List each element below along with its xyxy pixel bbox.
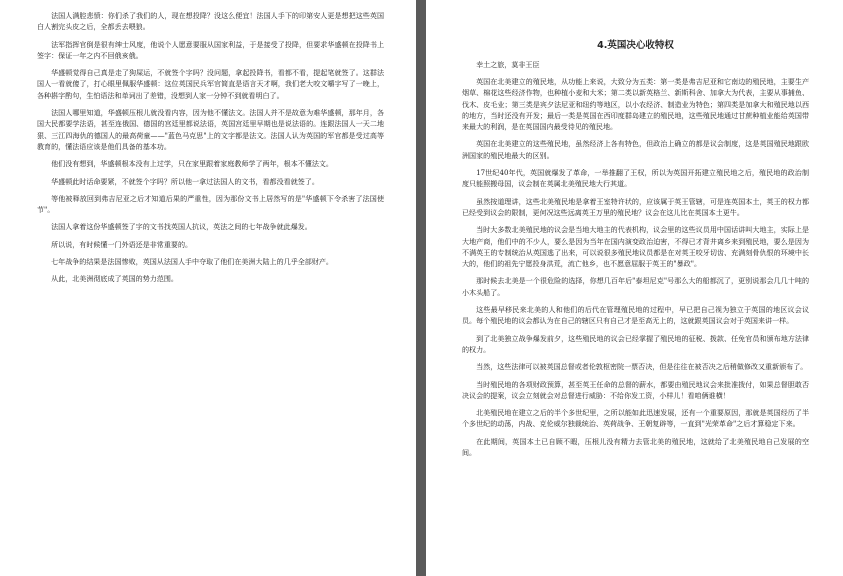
- left-paragraph-5: 他们没有想到，华盛顿根本没有上过学，只在家里跟着家庭教师学了两年，根本不懂法文。: [51, 159, 333, 169]
- right-paragraph-3: 17世纪40年代，英国就爆发了革命，一举推翻了王权，所以为英国开拓建立殖民地之后，殖民地的政治制度只能照搬母国，议会制在英属北美殖民地大行其道。: [462, 168, 809, 189]
- right-paragraph-9: 当然，这些法律可以被英国总督或者伦敦枢密院一票否决，但是往往在被否决之后稍做修改又重新颁布了。: [476, 362, 808, 372]
- left-paragraph-2: 法军指挥官倒是很有绅士风度，他说个人愿意要服从国家利益，于是接受了投降，但要求华盛顿在投降书上签字：保证一年之内不回俄亥俄。: [37, 39, 384, 60]
- right-paragraph-11: 北美殖民地在建立之后的半个多世纪里，之所以能如此迅速发展，还有一个重要原因，那就是英国经历了半个多世纪的动荡，内战、克伦威尔独裁统治、英荷战争、王朝复辟等，一直到"光荣革命"之后才算稳定下来。: [462, 408, 809, 429]
- left-paragraph-11: 从此，北美洲彻底成了英国的势力范围。: [51, 274, 178, 284]
- right-paragraph-10: 当时殖民地的各项财政预算，甚至英王任命的总督的薪水，都要由殖民地议会来批准拨付，如果总督胆敢否决议会的提案，议会立刻就会对总督进行威胁：不给你发工资，小样儿！看咱俩谁横！: [462, 379, 809, 400]
- left-paragraph-1: 法国人满腔悲愤：你们杀了我们的人，现在想投降？没这么便宜！法国人手下的印第安人更是想把这些英国白人割完头皮之后，全都丢去喂狼。: [37, 11, 384, 32]
- left-paragraph-9: 所以说，有时候懂一门外语还是非常重要的。: [51, 239, 193, 249]
- right-paragraph-1: 英国在北美建立的殖民地，从功能上来说，大致分为五类：第一类是弗吉尼亚和它南边的殖民地，主要生产烟草、棉花这些经济作物，也种植小麦和大米；第二类以新英格兰、新斯科舍、加拿大为代表，主要从事捕鱼、伐木、皮毛业；第三类是宾夕法尼亚和纽约等地区，以小农经济、制造业为特色；第四类是加拿大和殖民地以西的地方，当时还没有开发；最后一类是英国在西印度群岛建立的殖民地，这些殖民地通过甘蔗种植业能给英国带来最大的利润，是在英国国内最受待见的殖民地。: [462, 77, 809, 132]
- left-paragraph-4: 法国人哪里知道，华盛顿压根儿就没看内容，因为他不懂法文。法国人并不是故意为难华盛顿，那年月，各国大民都要学法语，甚至连俄国、德国的宫廷里都说法语，英国宫廷里早期也是说法语的。连跟法国人一天二地狠、三江四海仇的德国人的最高荷童——"蓝色马克思"上的文字都是法文。法国人认为英国的军官都是受过高等教育的，懂法语应该是他们具备的基本功。: [37, 108, 384, 151]
- right-paragraph-8: 到了北美独立战争爆发前夕，这些殖民地的议会已经掌握了殖民地的征税、拨款、任免官员和颁布地方法律的权力。: [462, 333, 809, 354]
- right-paragraph-6: 那时候去北美是一个很危险的选择，你想几百年后"泰坦尼克"号那么大的船都沉了，更别说那会几几十吨的小木头船了。: [462, 276, 809, 297]
- left-paragraph-3: 华盛顿觉得自己真是走了狗屎运，不就签个字吗？没问题，拿起投降书，看都不看，提起笔就签了。这群法国人一看就傻了，打心眼里佩服华盛顿：这位英国民兵军官简直是语言天才啊，我们老大咬文嚼字写了一晚上，各种斟字酌句，生怕语法和单词出了差错，没想到人家一分钟不到就看明白了。: [37, 68, 384, 100]
- left-page: [0, 0, 416, 576]
- chapter-title: 4.英国决心收特权: [597, 40, 674, 51]
- right-paragraph-4: 虽然按道理讲，这些北美殖民地是拿着王室特许状的，应该属于英王管辖，可是连英国本土，英王的权力都已经受到议会的限制，更何况这些远离英王万里的殖民地？议会在这儿比在英国本土更牛。: [462, 196, 809, 217]
- left-paragraph-8: 法国人拿着这份华盛顿签了字的文书找英国人抗议，英法之间的七年战争就此爆发。: [51, 222, 312, 232]
- chapter-epigraph: 幸土之旅，莫非王臣: [476, 60, 540, 69]
- right-paragraph-7: 这些最早移民来北美的人和他们的后代在管理殖民地的过程中，早已把自己视为独立于英国的地区议会议员。每个殖民地的议会都认为在自己的辖区只有自己才是至高无上的，这就跟英国议会对于英国来讲一样。: [462, 305, 809, 326]
- right-paragraph-2: 英国在北美建立的这些殖民地，虽然经济上各有特色，但政治上确立的都是议会制度，这是英国殖民地跟欧洲国家的殖民地最大的区别。: [462, 139, 809, 160]
- right-paragraph-5: 当时大多数北美殖民地的议会是当地大地主的代表机构，议会里的这些议员用中国话讲叫大地主，实际上是大地产商，他们中的不少人，要么是因为当年在国内演变政治迫害，不得已才背井离乡来到殖民地，要么是因为不满英王的专制统治从英国逃了出来，可以说很多殖民地议员都是在对英王咬牙切齿、充满刻骨仇恨的环境中长大的，他们的祖先宁愿投身洪荒，流亡他乡，也不愿意屈服于英王的"暴政"。: [462, 225, 809, 269]
- right-paragraph-12: 在此期间，英国本土已自顾不暇，压根儿没有精力去管北美的殖民地，这就给了北美殖民地自己发展的空间。: [462, 436, 809, 458]
- page-gutter: [416, 0, 426, 576]
- left-paragraph-6: 华盛顿此时话命要紧，不就签个字吗？所以他一拿过法国人的文书，看都没看就签了。: [51, 176, 319, 186]
- left-paragraph-10: 七年战争的结果是法国惨败，英国从法国人手中夺取了他们在美洲大陆上的几乎全部财产。: [51, 257, 333, 267]
- right-page: [426, 0, 843, 576]
- left-paragraph-7: 等他被释放回到弗吉尼亚之后才知道后果的严重性，因为那份文书上居然写的是"华盛顿下令杀害了法国使节"。: [37, 193, 384, 215]
